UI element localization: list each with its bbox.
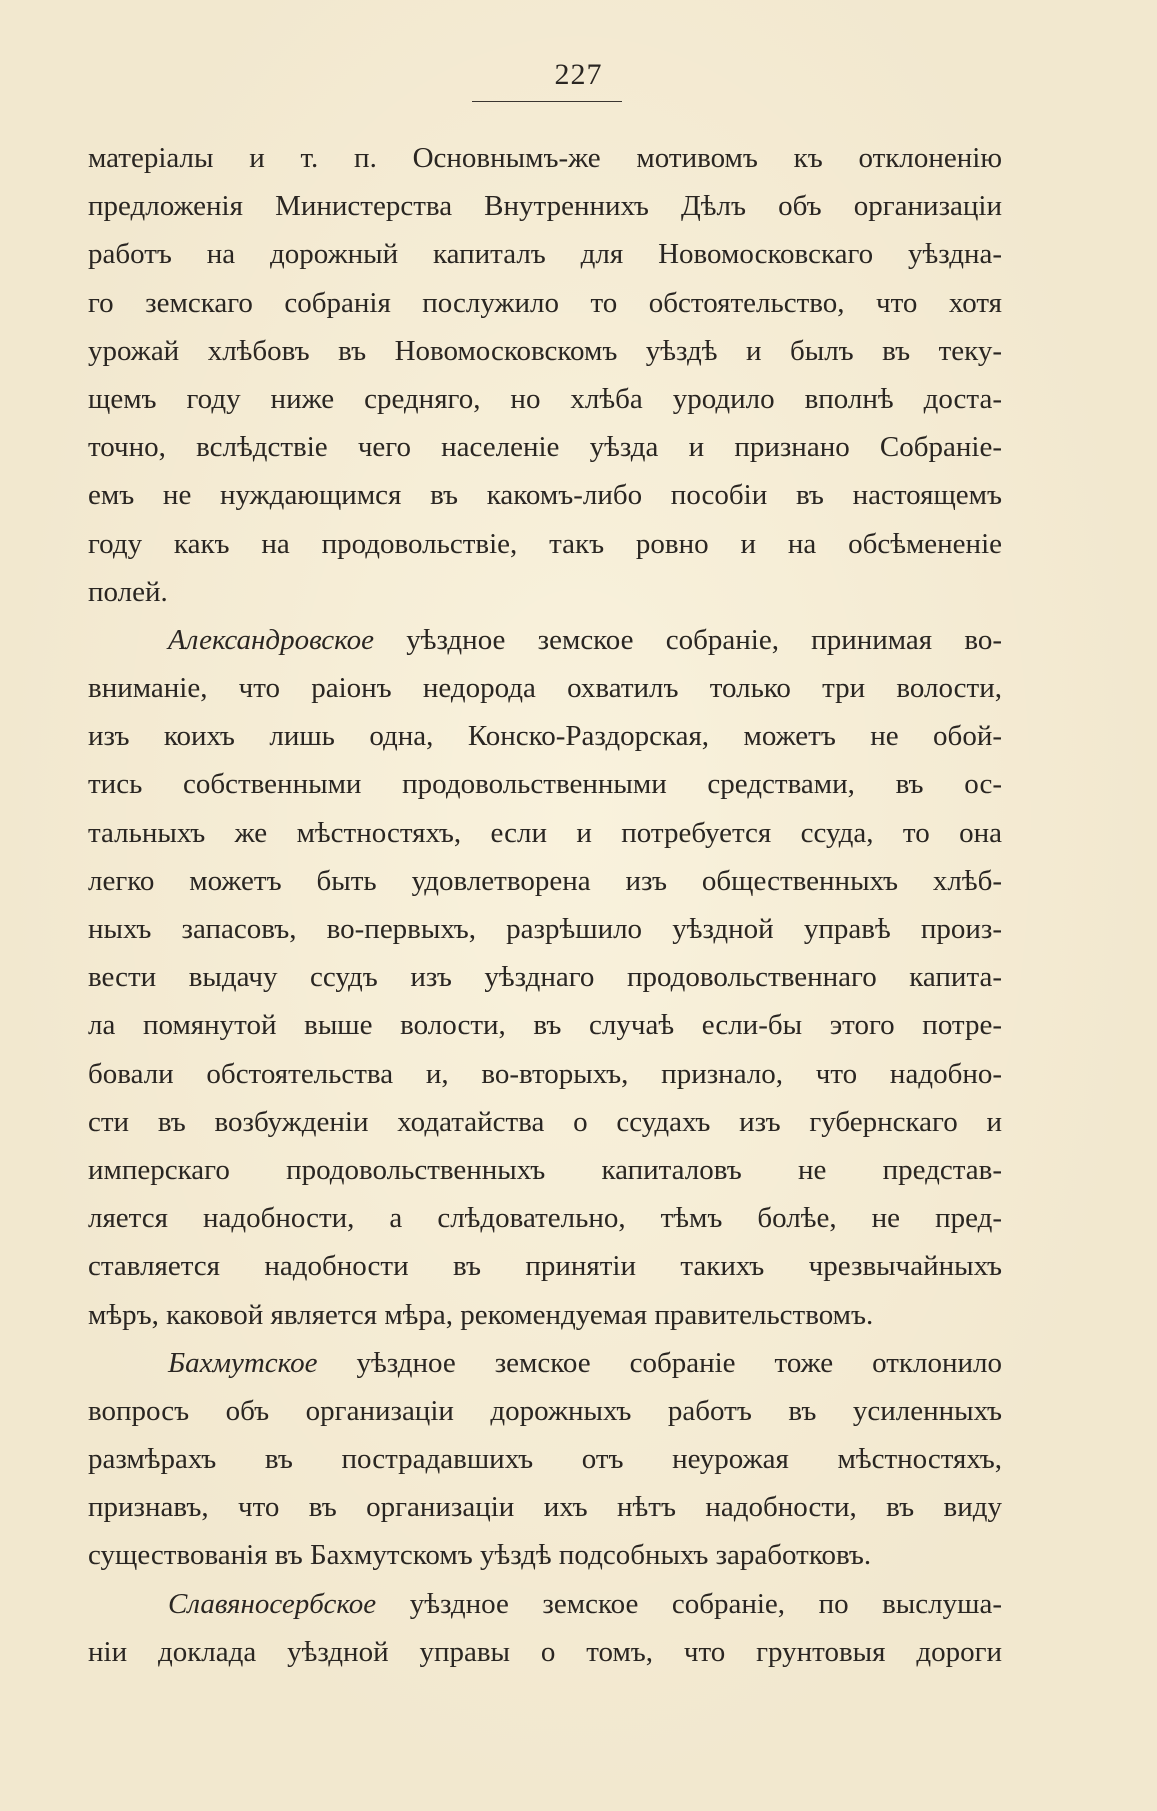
line-text: изъ коихъ лишь одна, Конско-Раздорская, можетъ не обой-: [88, 720, 1002, 753]
paragraph: [88, 616, 1002, 1339]
line-text: существованія въ Бахмутскомъ уѣздѣ подсобныхъ заработковъ.: [88, 1539, 872, 1572]
line-text: ставляется надобности въ принятіи такихъ чрезвычайныхъ: [88, 1250, 1002, 1283]
text-line: [88, 1435, 1002, 1483]
line-text: ныхъ запасовъ, во-первыхъ, разрѣшило уѣздной управѣ произ-: [88, 913, 1002, 945]
line-text: уѣздное земское собраніе тоже отклонило: [317, 1346, 1002, 1379]
line-text: вести выдачу ссудъ изъ уѣзднаго продовольственнаго капита-: [88, 961, 1002, 994]
line-text: сти въ возбужденіи ходатайства о ссудахъ изъ губернскаго и: [88, 1105, 1002, 1138]
text-line: [88, 279, 1002, 327]
line-text: году какъ на продовольствіе, такъ ровно и на обсѣмененіе: [88, 527, 1002, 560]
district-name: Бахмутское: [168, 1346, 318, 1379]
text-line: [88, 905, 1002, 953]
line-text: уѣздное земское собраніе, принимая во-: [374, 623, 1002, 656]
text-line: [88, 471, 1002, 519]
line-text: го земскаго собранія послужило то обстоятельство, что хотя: [88, 286, 1002, 319]
text-line: [88, 1291, 1002, 1339]
text-line: [88, 1580, 1002, 1628]
header-rule: [472, 101, 622, 102]
line-text: ла помянутой выше волости, въ случаѣ если-бы этого потре-: [88, 1009, 1002, 1042]
line-text: точно, вслѣдствіе чего населеніе уѣзда и признано Собраніе-: [88, 431, 1002, 464]
text-line: [88, 134, 1002, 182]
text-line: [88, 1194, 1002, 1242]
district-name: Александровское: [168, 623, 375, 656]
line-text: мѣръ, каковой является мѣра, рекомендуемая правительствомъ.: [88, 1298, 874, 1331]
text-line: [88, 809, 1002, 857]
line-text: полей.: [88, 575, 168, 608]
line-text: ляется надобности, а слѣдовательно, тѣмъ болѣе, не пред-: [88, 1202, 1002, 1235]
text-line: [88, 423, 1002, 471]
line-text: емъ не нуждающимся въ какомъ-либо пособіи въ настоящемъ: [88, 479, 1002, 512]
text-line: [88, 953, 1002, 1001]
line-text: уѣздное земское собраніе, по выслуша-: [376, 1587, 1002, 1620]
page-number: 227: [554, 58, 603, 91]
text-line: [88, 568, 1002, 616]
body-text: [88, 134, 1002, 1676]
line-text: бовали обстоятельства и, во-вторыхъ, признало, что надобно-: [88, 1057, 1002, 1090]
text-line: [88, 327, 1002, 375]
text-line: [88, 760, 1002, 808]
text-line: [88, 712, 1002, 760]
line-text: легко можетъ быть удовлетворена изъ общественныхъ хлѣб-: [88, 864, 1002, 897]
line-text: признавъ, что въ организаціи ихъ нѣтъ надобности, въ виду: [88, 1491, 1002, 1524]
text-line: [88, 520, 1002, 568]
line-text: урожай хлѣбовъ въ Новомосковскомъ уѣздѣ и былъ въ теку-: [88, 334, 1002, 367]
line-text: матеріалы и т. п. Основнымъ-же мотивомъ къ отклоненію: [88, 142, 1002, 174]
text-line: [88, 616, 1002, 664]
text-line: [88, 1483, 1002, 1531]
text-line: [88, 1531, 1002, 1579]
text-line: [88, 375, 1002, 423]
district-name: Славяносербское: [168, 1587, 377, 1620]
text-line: [88, 1146, 1002, 1194]
text-line: [88, 1339, 1002, 1387]
text-line: [88, 664, 1002, 712]
line-text: предложенія Министерства Внутреннихъ Дѣлъ объ организаціи: [88, 190, 1002, 223]
text-line: [88, 182, 1002, 230]
line-text: вопросъ объ организаціи дорожныхъ работъ въ усиленныхъ: [88, 1394, 1002, 1427]
text-line: [88, 1628, 1002, 1676]
line-text: размѣрахъ въ пострадавшихъ отъ неурожая мѣстностяхъ,: [88, 1443, 1002, 1476]
paragraph: [88, 134, 1002, 616]
line-text: имперскаго продовольственныхъ капиталовъ не представ-: [88, 1153, 1002, 1186]
line-text: работъ на дорожный капиталъ для Новомосковскаго уѣздна-: [88, 238, 1002, 271]
text-line: [88, 1098, 1002, 1146]
line-text: щемъ году ниже средняго, но хлѣба уродило вполнѣ доста-: [88, 382, 1002, 415]
text-line: [88, 1050, 1002, 1098]
text-line: [88, 857, 1002, 905]
text-line: [88, 1001, 1002, 1049]
paragraph: [88, 1339, 1002, 1580]
text-line: [88, 230, 1002, 278]
line-text: вниманіе, что раіонъ недорода охватилъ только три волости,: [88, 672, 1002, 705]
paragraph: [88, 1580, 1002, 1676]
line-text: ніи доклада уѣздной управы о томъ, что грунтовыя дороги: [88, 1635, 1002, 1668]
text-line: [88, 1242, 1002, 1290]
line-text: тальныхъ же мѣстностяхъ, если и потребуется ссуда, то она: [88, 816, 1002, 849]
line-text: тись собственными продовольственными средствами, въ ос-: [88, 768, 1002, 801]
text-line: [88, 1387, 1002, 1435]
